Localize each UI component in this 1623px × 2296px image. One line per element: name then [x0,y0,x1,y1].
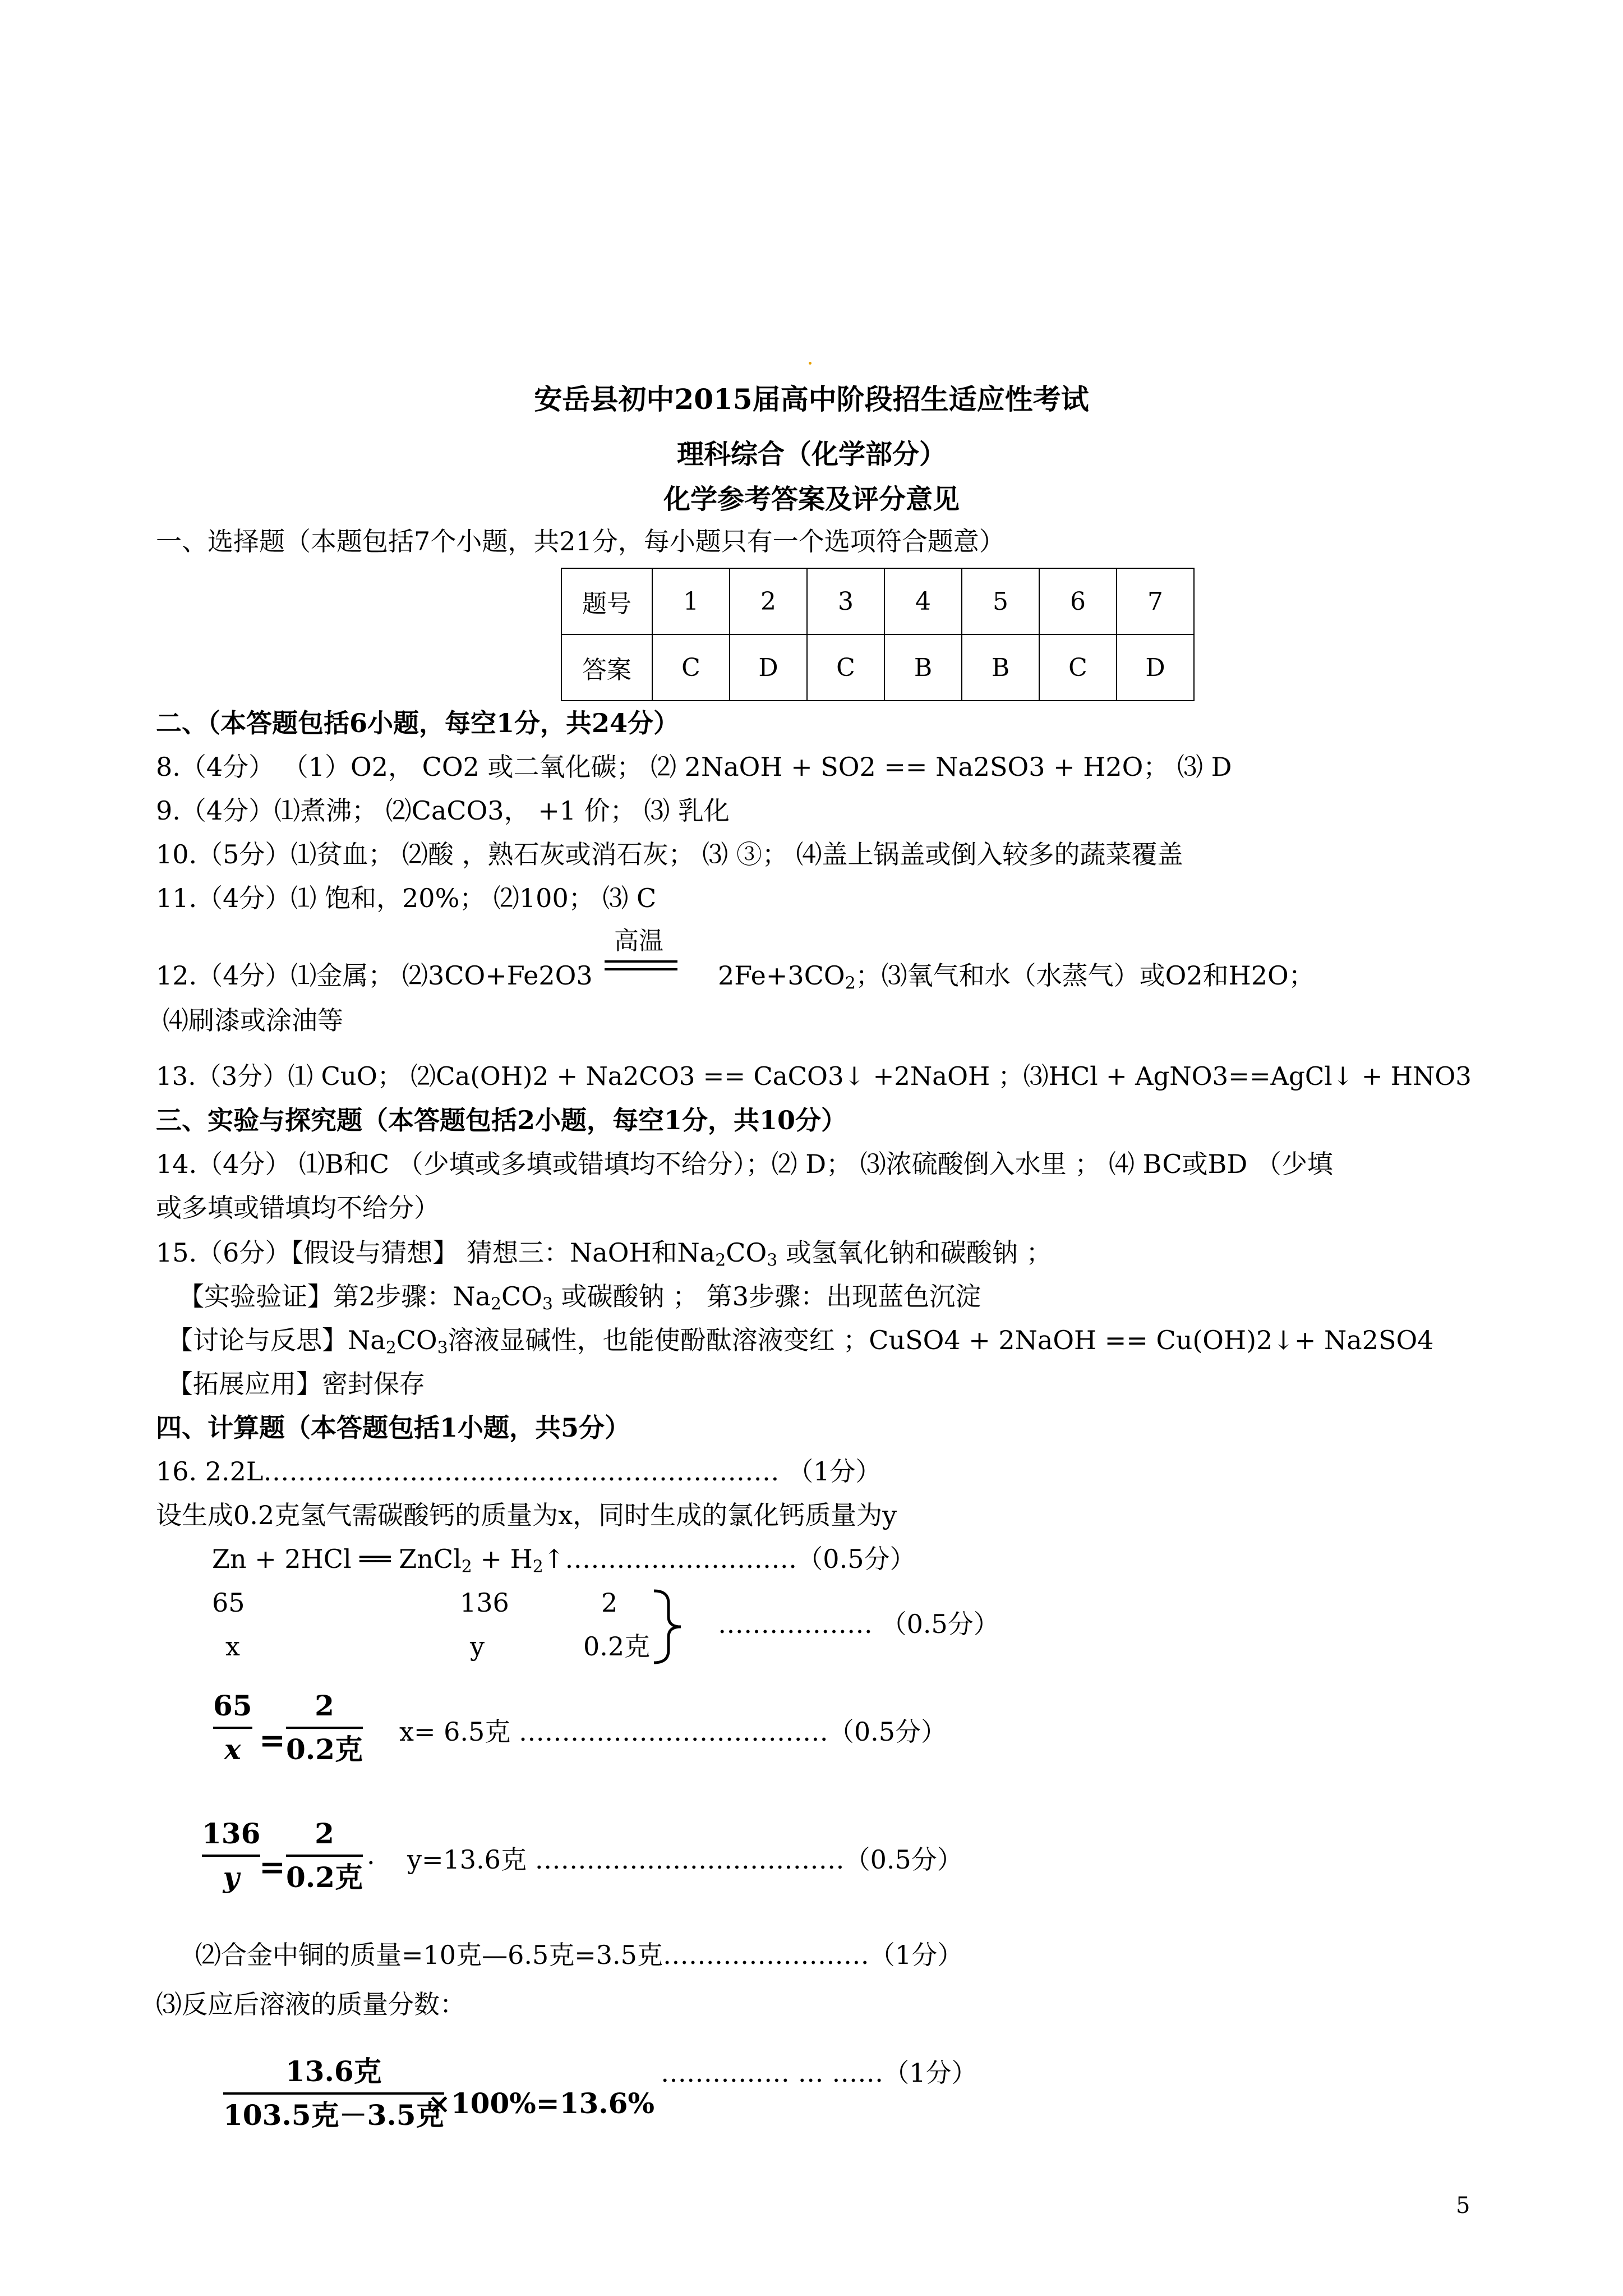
ratio-136: 136 [460,1588,509,1618]
equals-sign: = [259,1849,285,1886]
answer-q15-line4: 【拓展应用】密封保存 [167,1369,425,1399]
result-x: x= 6.5克 ………………………………（0.5分） [399,1717,947,1747]
section1-heading: 一、选择题（本题包括7个小题，共21分，每小题只有一个选项符合题意） [156,526,1005,556]
chemical-equation: Zn + 2HCl ══ ZnCl$_2$ + $H_2↑\dots\dots\dots\dots\dots\dots\dots\dots\dots(0.5$分） [212,1544,916,1577]
answer-q16-setup: 设生成0.2克氢气需碳酸钙的质量为x，同时生成的氯化钙质量为y [156,1500,897,1530]
table-cell: C [1039,634,1117,701]
section3-heading: 三、实验与探究题（本答题包括2小题，每空1分，共10分） [156,1105,847,1135]
answer-q9: 9.（4分）⑴煮沸； ⑵CaCO3， +1 价； ⑶ 乳化 [156,795,730,826]
exam-title: 安岳县初中2015届高中阶段招生适应性考试 [534,383,1089,416]
ratio-score: ……………… （0.5分） [718,1609,999,1639]
result-y: y=13.6克 ………………………………（0.5分） [407,1844,963,1875]
table-cell: B [962,634,1039,701]
fraction-2-over-0.2g: 2 0.2克 [286,1689,363,1766]
ratio-2: 2 [601,1588,618,1618]
answer-q16-part1: 16. 2.2L…………………………………………………… （1分） [156,1456,882,1487]
answer-table [561,568,1195,701]
table-cell: 4 [884,568,962,634]
table-cell: 3 [807,568,884,634]
answer-q13: 13.（3分）⑴ CuO； ⑵Ca(OH)2 + Na2CO3 == CaCO3↓ +2NaOH ；⑶HCl + AgNO3==AgCl↓ + HNO3 [156,1061,1472,1091]
answer-q11: 11.（4分）⑴ 饱和，20%； ⑵100； ⑶ C [156,883,657,913]
answer-q15-line3: 【讨论与反思】$Na_2CO_3$溶液显碱性，也能使酚酞溶液变红 ；CuSO4 + 2NaOH == Cu(OH)2↓+ Na2SO4 [167,1325,1434,1358]
trailing-dot: . [367,1840,375,1870]
table-cell: 5 [962,568,1039,634]
table-cell: 6 [1039,568,1117,634]
reaction-condition: 高温 [614,927,663,955]
table-cell-label: 题号 [561,568,652,634]
table-cell: 7 [1117,568,1194,634]
table-cell-label: 答案 [561,634,652,701]
ratio-0.2g: 0.2克 [583,1631,651,1662]
table-cell: 2 [730,568,807,634]
fraction-65-over-x: 65 x [213,1689,252,1766]
ratio-y: y [470,1631,485,1662]
exam-subtitle: 理科综合（化学部分） [676,439,946,470]
page-number: 5 [1456,2193,1470,2219]
mass-percent-score: …………… … ……（1分） [661,2058,978,2088]
fraction-mass-percent: 13.6克 103.5克－3.5克 [223,2055,444,2132]
answer-q15-line2: 【实验验证】第2步骤：$Na_2CO_3$ 或碳酸钠 ； 第3步骤：出现蓝色沉淀 [178,1281,981,1314]
answer-q16-part3: ⑶反应后溶液的质量分数： [156,1989,465,2019]
table-cell: D [1117,634,1194,701]
table-cell: B [884,634,962,701]
decorative-dot [809,362,811,365]
answer-q14-line2: 或多填或错填均不给分） [156,1193,440,1223]
right-brace-icon [651,1588,684,1666]
answer-q10: 10.（5分）⑴贫血； ⑵酸 ，熟石灰或消石灰； ⑶ ③； ⑷盖上锅盖或倒入较多的蔬菜覆盖 [156,839,1183,869]
equals-bar-bottom [605,968,677,970]
answer-q12-part3: ⑷刷漆或涂油等 [163,1005,343,1036]
table-row [561,568,1194,634]
answer-key-title: 化学参考答案及评分意见 [663,484,960,515]
table-cell: C [652,634,730,701]
table-cell: D [730,634,807,701]
equals-sign: = [259,1722,285,1759]
fraction-136-over-y: 136 y [202,1817,261,1894]
ratio-x: x [225,1631,240,1662]
table-cell: 1 [652,568,730,634]
table-row [561,634,1194,701]
answer-q16-part2: ⑵合金中铜的质量=10克—6.5克=3.5克……………………（1分） [195,1940,963,1970]
answer-q15-line1: 15.（6分）【假设与猜想】 猜想三：NaOH和$Na_2CO_3$ 或氢氧化钠和碳酸钠 ； [156,1237,1052,1271]
answer-q14-line1: 14.（4分） ⑴B和C （少填或多填或错填均不给分）；⑵ D； ⑶浓硫酸倒入水里 ； ⑷ BC或BD （少填 [156,1149,1333,1179]
answer-q8: 8.（4分） （1）O2， CO2 或二氧化碳； ⑵ 2NaOH + SO2 == Na2SO3 + H2O； ⑶ D [156,752,1232,782]
section4-heading: 四、计算题（本答题包括1小题，共5分） [156,1412,631,1443]
answer-q12-part1: 12.（4分）⑴金属； ⑵3CO+Fe2O3 [156,960,593,991]
section2-heading: 二、（本答题包括6小题，每空1分，共24分） [156,708,680,738]
answer-q12-part2: $2Fe+3CO_2$；⑶氧气和水（水蒸气）或O2和H2O； [718,960,1315,993]
fraction-2-over-0.2g: 2 0.2克 [286,1817,363,1894]
ratio-65: 65 [212,1588,245,1618]
equals-bar-top [605,960,677,963]
table-cell: C [807,634,884,701]
mass-percent-result: ×100%=13.6% [427,2087,654,2120]
